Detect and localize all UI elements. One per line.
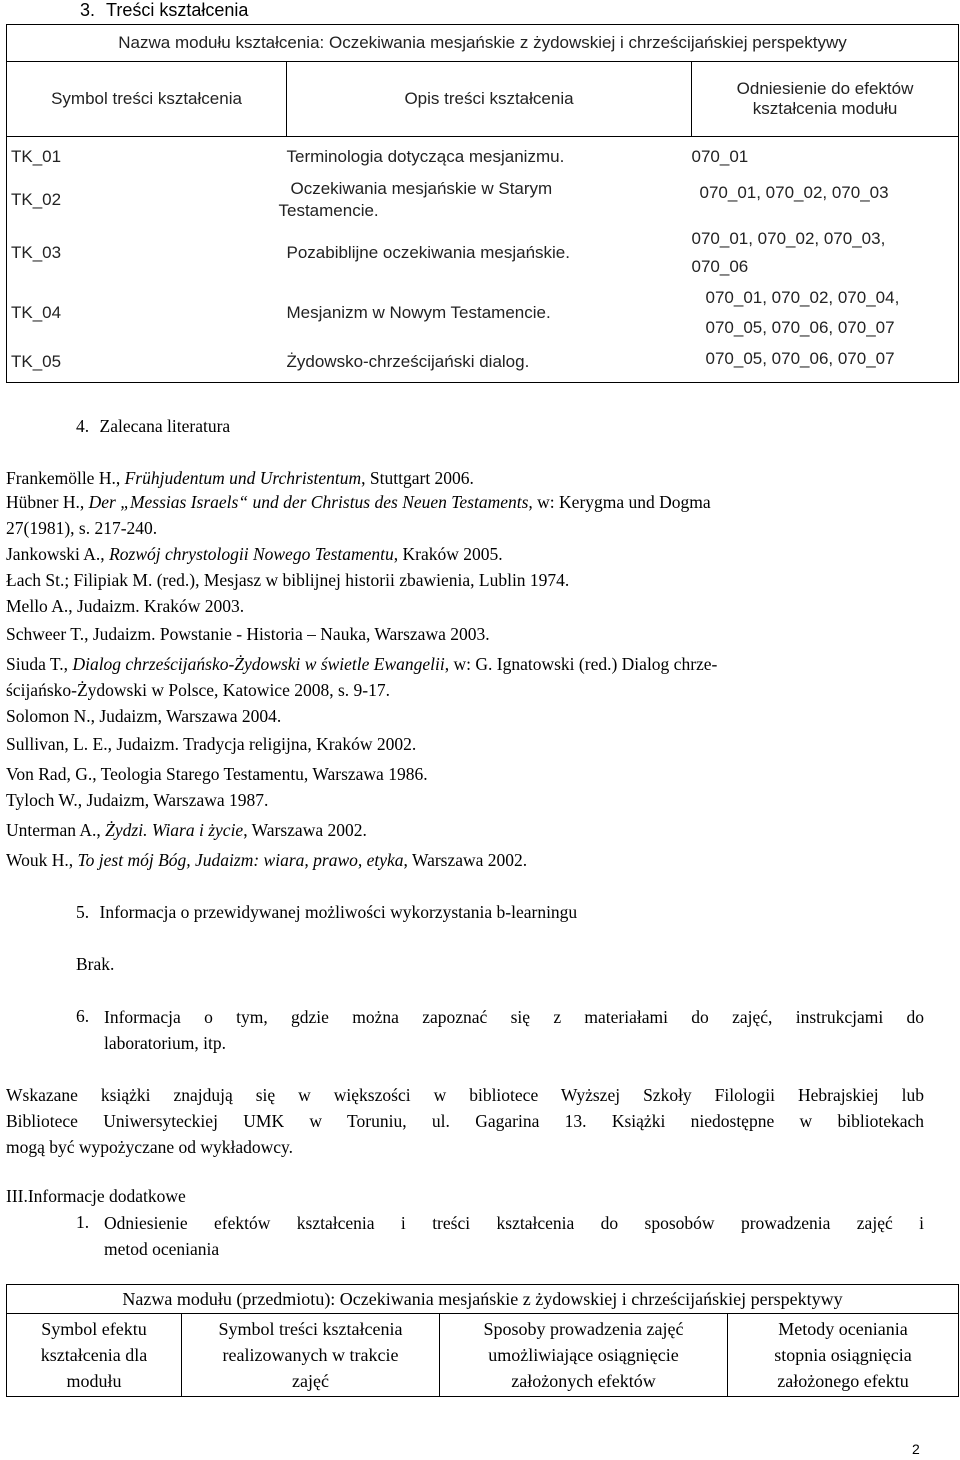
methods-table-header-row (7, 1314, 959, 1397)
header-line: Metody oceniania (778, 1319, 908, 1339)
header-symbol: Symbol treści kształcenia (7, 62, 287, 137)
literature-title: Frühjudentum und Urchristentum (124, 468, 362, 488)
row-description: Pozabiblijne oczekiwania mesjańskie. (286, 242, 570, 262)
module-name-cell: Nazwa modułu kształcenia: Oczekiwania mesjańskie z żydowskiej i chrześcijańskiej perspektywy (7, 25, 959, 62)
header-line: Sposoby prowadzenia zajęć (483, 1319, 684, 1339)
row-reference-line: 070_06 (691, 256, 749, 276)
section-3-heading (80, 0, 248, 21)
content-table (6, 24, 959, 383)
table-row (7, 223, 959, 283)
header-line: modułu (66, 1371, 122, 1391)
section-5-body: Brak. (76, 954, 115, 974)
books-availability-paragraph (6, 1082, 924, 1160)
literature-item: Tyloch W., Judaizm, Warszawa 1987. (6, 790, 269, 810)
row-symbol: TK_03 (7, 223, 287, 283)
page-number: 2 (912, 1441, 920, 1457)
header-reference-line-1: Odniesienie do efektów (736, 79, 914, 98)
table-row (7, 343, 959, 383)
header-line: Symbol efektu (41, 1319, 147, 1339)
table-row (7, 283, 959, 343)
literature-item-continued: 27(1981), s. 217-240. (6, 518, 158, 538)
section-III-heading (6, 1186, 186, 1207)
section-3-title: Treści kształcenia (106, 0, 249, 20)
content-table-header-row (7, 62, 959, 137)
section-III-number: III. (6, 1186, 28, 1206)
literature-publication: , Warszawa 2002. (243, 820, 367, 840)
literature-author: Wouk H., (6, 850, 78, 870)
row-description: Mesjanizm w Nowym Testamencie. (286, 302, 551, 322)
section-5-title: Informacja o przewidywanej możliwości wykorzystania b-learningu (99, 902, 578, 922)
header-effect-symbol (7, 1314, 182, 1397)
row-description-line: Oczekiwania mesjańskie w Starym (290, 178, 553, 198)
literature-title: Der „Messias Israels“ und der Christus des Neuen Testaments, (88, 492, 533, 512)
literature-publication: w: Kerygma und Dogma (532, 492, 711, 512)
literature-item: Sullivan, L. E., Judaizm. Tradycja religijna, Kraków 2002. (6, 734, 417, 754)
row-symbol: TK_05 (7, 343, 287, 383)
literature-author: Frankemölle H., (6, 468, 125, 488)
item-1-line: Odniesienie efektów kształcenia i treści kształcenia do sposobów prowadzenia zajęć i (104, 1213, 924, 1233)
section-5-number: 5. (76, 902, 90, 922)
header-teaching-methods (440, 1314, 728, 1397)
row-description: Żydowsko-chrześcijański dialog. (287, 343, 692, 383)
row-description: Terminologia dotycząca mesjanizmu. (286, 146, 565, 166)
literature-title: To jest mój Bóg, Judaizm: wiara, prawo, etyka (77, 850, 404, 870)
paragraph-line: mogą być wypożyczane od wykładowcy. (6, 1137, 294, 1157)
literature-author: Hübner H., (6, 492, 89, 512)
row-reference-line: 070_01, 070_02, 070_03, (691, 228, 886, 248)
header-reference (692, 62, 959, 137)
table-row (7, 177, 959, 223)
row-reference (692, 283, 959, 343)
literature-item (6, 544, 503, 565)
section-6-line: Informacja o tym, gdzie można zapoznać się z materiałami do zajęć, instrukcjami do (104, 1007, 924, 1027)
literature-item: Von Rad, G., Teologia Starego Testamentu, Warszawa 1986. (6, 764, 428, 784)
row-symbol: TK_04 (7, 283, 287, 343)
row-symbol: TK_01 (7, 137, 287, 177)
literature-publication: , Stuttgart 2006. (361, 468, 474, 488)
literature-item (6, 492, 711, 513)
section-5-heading (76, 902, 577, 923)
methods-module-name-cell: Nazwa modułu (przedmiotu): Oczekiwania mesjańskie z żydowskiej i chrześcijańskiej perspektywy (7, 1285, 959, 1314)
header-content-symbol (182, 1314, 440, 1397)
row-description (278, 177, 692, 223)
row-reference: 070_05, 070_06, 070_07 (692, 343, 959, 383)
literature-item-continued: ścijańsko-Żydowski w Polsce, Katowice 2008, s. 9-17. (6, 680, 390, 700)
table-row (7, 137, 959, 177)
header-line: Symbol treści kształcenia (218, 1319, 403, 1339)
header-line: założonych efektów (511, 1371, 656, 1391)
literature-item (6, 468, 474, 489)
methods-table (6, 1284, 959, 1397)
literature-item (6, 820, 367, 841)
section-4-heading (76, 416, 230, 437)
literature-item: Łach St.; Filipiak M. (red.), Mesjasz w biblijnej historii zbawienia, Lublin 1974. (6, 570, 570, 590)
item-1-line: metod oceniania (104, 1239, 220, 1259)
row-reference (692, 223, 959, 283)
section-4-number: 4. (76, 416, 90, 436)
row-reference-line: 070_05, 070_06, 070_07 (705, 317, 895, 337)
header-line: stopnia osiągnięcia (774, 1345, 912, 1365)
header-line: zajęć (292, 1371, 329, 1391)
content-table-module-row (7, 25, 959, 62)
header-reference-line-2: kształcenia modułu (752, 99, 898, 118)
literature-item: Schweer T., Judaizm. Powstanie - Historia – Nauka, Warszawa 2003. (6, 624, 490, 644)
header-assessment-methods (728, 1314, 959, 1397)
literature-title: Rozwój chrystologii Nowego Testamentu (109, 544, 394, 564)
header-line: umożliwiające osiągnięcie (488, 1345, 679, 1365)
literature-item: Mello A., Judaizm. Kraków 2003. (6, 596, 245, 616)
literature-item (6, 850, 527, 871)
header-line: kształcenia dla (40, 1345, 148, 1365)
row-reference: 070_01 (692, 137, 959, 177)
section-III-title: Informacje dodatkowe (27, 1186, 186, 1206)
paragraph-line: Bibliotece Uniwersyteckiej UMK w Toruniu, ul. Gagarina 13. Książki niedostępne w bibliotekach (6, 1111, 924, 1131)
section-6-line: laboratorium, itp. (104, 1033, 226, 1053)
item-1-number: 1. (76, 1212, 90, 1232)
section-4-title: Zalecana literatura (99, 416, 231, 436)
section-6-number: 6. (76, 1006, 90, 1026)
section-3-number: 3. (80, 0, 96, 20)
header-line: założonego efektu (777, 1371, 909, 1391)
literature-publication: , Warszawa 2002. (403, 850, 528, 870)
section-6-text (104, 1004, 924, 1056)
literature-item (6, 654, 717, 675)
literature-item: Solomon N., Judaizm, Warszawa 2004. (6, 706, 282, 726)
row-reference-line: 070_01, 070_02, 070_04, (705, 287, 900, 307)
header-description: Opis treści kształcenia (287, 62, 692, 137)
literature-title: Żydzi. Wiara i życie (105, 820, 244, 840)
literature-publication: , Kraków 2005. (393, 544, 503, 564)
row-description-line: Testamencie. (278, 200, 379, 220)
literature-author: Unterman A., (6, 820, 106, 840)
row-symbol: TK_02 (7, 177, 287, 223)
methods-table-module-row (7, 1285, 959, 1314)
literature-publication: , w: G. Ignatowski (red.) Dialog chrze- (444, 654, 718, 674)
paragraph-line: Wskazane książki znajdują się w większości w bibliotece Wyższej Szkoły Filologii Hebrajskiej lub (6, 1085, 924, 1105)
header-line: realizowanych w trakcie (222, 1345, 399, 1365)
literature-author: Jankowski A., (6, 544, 110, 564)
literature-title: Dialog chrześcijańsko-Żydowski w świetle Ewangelii (72, 654, 445, 674)
row-reference: 070_01, 070_02, 070_03 (692, 177, 959, 223)
item-1-text (104, 1210, 924, 1262)
literature-author: Siuda T., (6, 654, 73, 674)
